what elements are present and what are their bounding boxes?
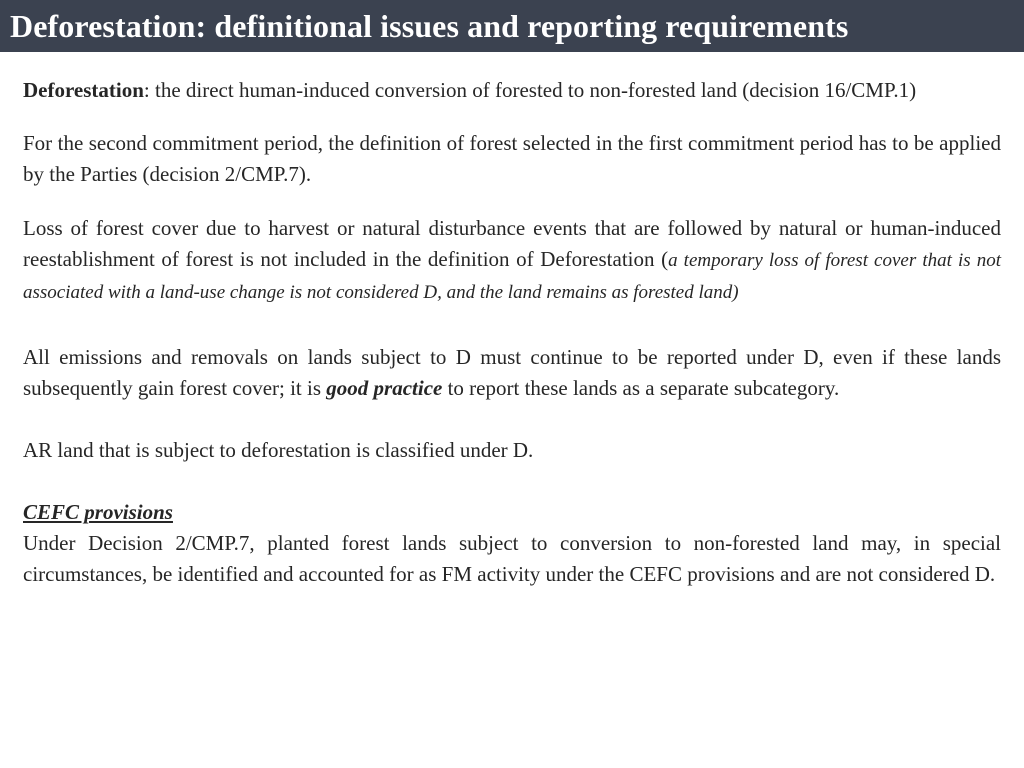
emissions-reporting-text-after: to report these lands as a separate subcategory. bbox=[442, 376, 840, 400]
deforestation-definition-text: : the direct human-induced conversion of forested to non-forested land (decision 16/CMP.1) bbox=[143, 78, 917, 102]
cefc-heading: CEFC provisions bbox=[23, 500, 173, 524]
cefc-text: Under Decision 2/CMP.7, planted forest lands subject to conversion to non-forested land may, in special circumstances, be identified and accounted for as FM activity under the CEFC provisions and are not considered D. bbox=[23, 531, 1001, 586]
second-commitment-paragraph: For the second commitment period, the definition of forest selected in the first commitment period has to be applied by the Parties (decision 2/CMP.7). bbox=[23, 131, 1001, 186]
slide-content bbox=[23, 75, 1001, 590]
title-bar bbox=[0, 0, 1024, 52]
cefc-paragraph bbox=[23, 497, 1001, 590]
deforestation-definition-paragraph bbox=[23, 75, 1001, 106]
ar-land-paragraph: AR land that is subject to deforestation is classified under D. bbox=[23, 438, 534, 462]
forest-cover-loss-text: Loss of forest cover due to harvest or natural disturbance events that are followed by natural or human-induced reestablishment of forest is not included in the definition of Deforestation ( bbox=[23, 216, 1001, 271]
temporary-loss-note: a temporary loss of forest cover that is not associated with a land-use change is not considered D, and the land remains as forested land) bbox=[23, 250, 1002, 303]
forest-cover-loss-paragraph bbox=[23, 213, 1001, 308]
emissions-reporting-text-before: All emissions and removals on lands subject to D must continue to be reported under D, even if these lands subsequently gain forest cover; it is bbox=[23, 345, 1001, 400]
slide-title: Deforestation: definitional issues and reporting requirements bbox=[10, 8, 849, 44]
deforestation-term: Deforestation bbox=[23, 78, 144, 102]
emissions-reporting-paragraph bbox=[23, 342, 1001, 404]
good-practice-emphasis: good practice bbox=[326, 376, 443, 400]
